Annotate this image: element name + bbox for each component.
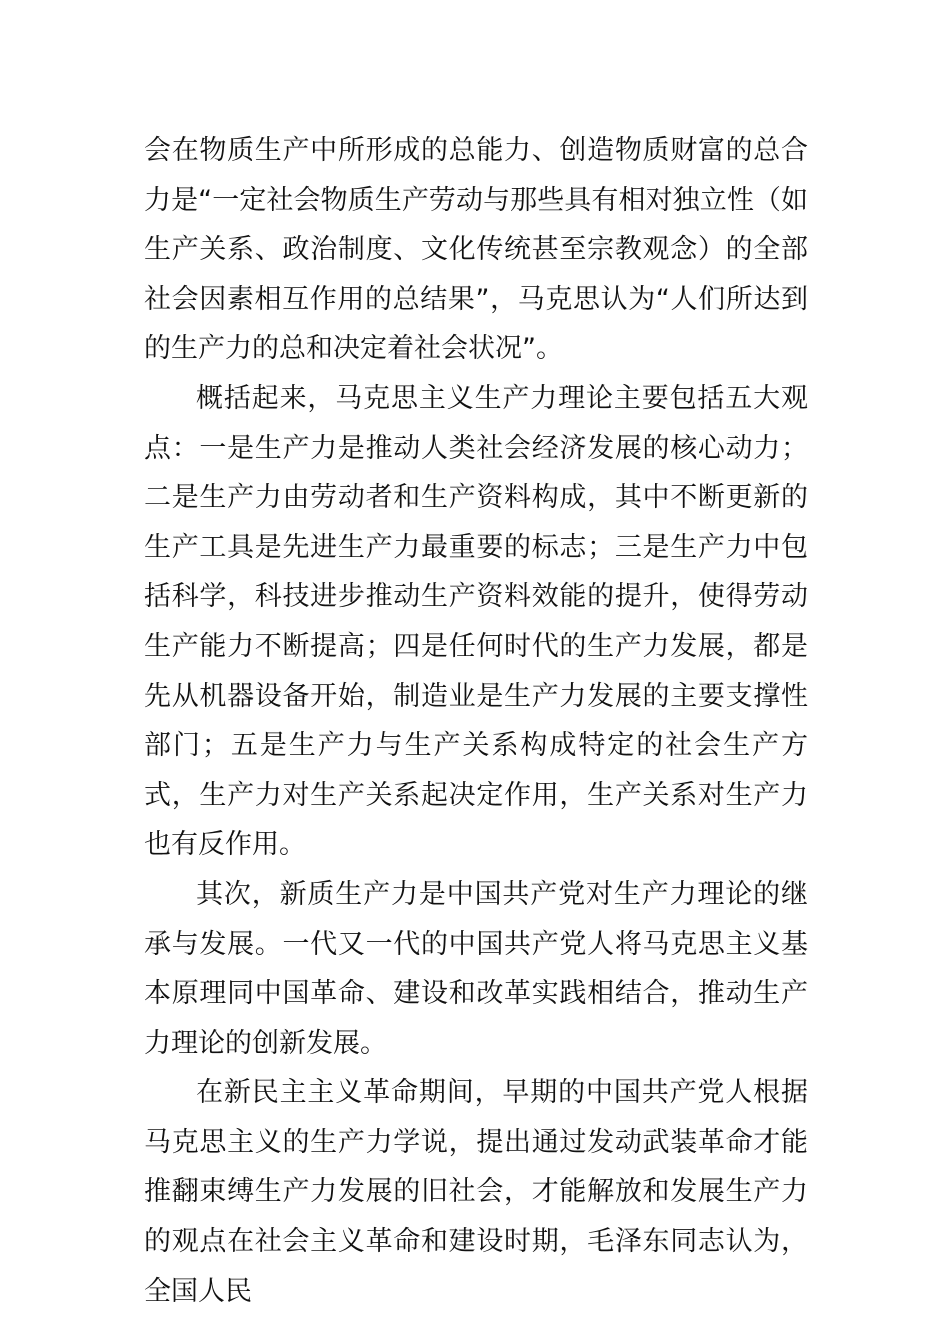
paragraph-2: 概括起来，马克思主义生产力理论主要包括五大观点：一是生产力是推动人类社会经济发展的核心动力；二是生产力由劳动者和生产资料构成，其中不断更新的生产工具是先进生产力最重要的标志；三是生产力中包括科学，科技进步推动生产资料效能的提升，使得劳动生产能力不断提高；四是任何时代的生产力发展，都是先从机器设备开始，制造业是生产力发展的主要支撑性部门；五是生产力与生产关系构成特定的社会生产方式，生产力对生产关系起决定作用，生产关系对生产力也有反作用。 [144, 382, 808, 861]
paragraph-4: 在新民主主义革命期间，早期的中国共产党人根据马克思主义的生产力学说，提出通过发动武装革命才能推翻束缚生产力发展的旧社会，才能解放和发展生产力的观点在社会主义革命和建设时期，毛泽东同志认为，全国人民 [144, 1077, 808, 1307]
document-body [144, 126, 808, 1316]
paragraph-3: 其次，新质生产力是中国共产党对生产力理论的继承与发展。一代又一代的中国共产党人将马克思主义基本原理同中国革命、建设和改革实践相结合，推动生产力理论的创新发展。 [144, 878, 808, 1059]
paragraph-1: 会在物质生产中所形成的总能力、创造物质财富的总合力是“一定社会物质生产劳动与那些具有相对独立性（如生产关系、政治制度、文化传统甚至宗教观念）的全部社会因素相互作用的总结果”，马克思认为“人们所达到的生产力的总和决定着社会状况”。 [144, 135, 808, 365]
